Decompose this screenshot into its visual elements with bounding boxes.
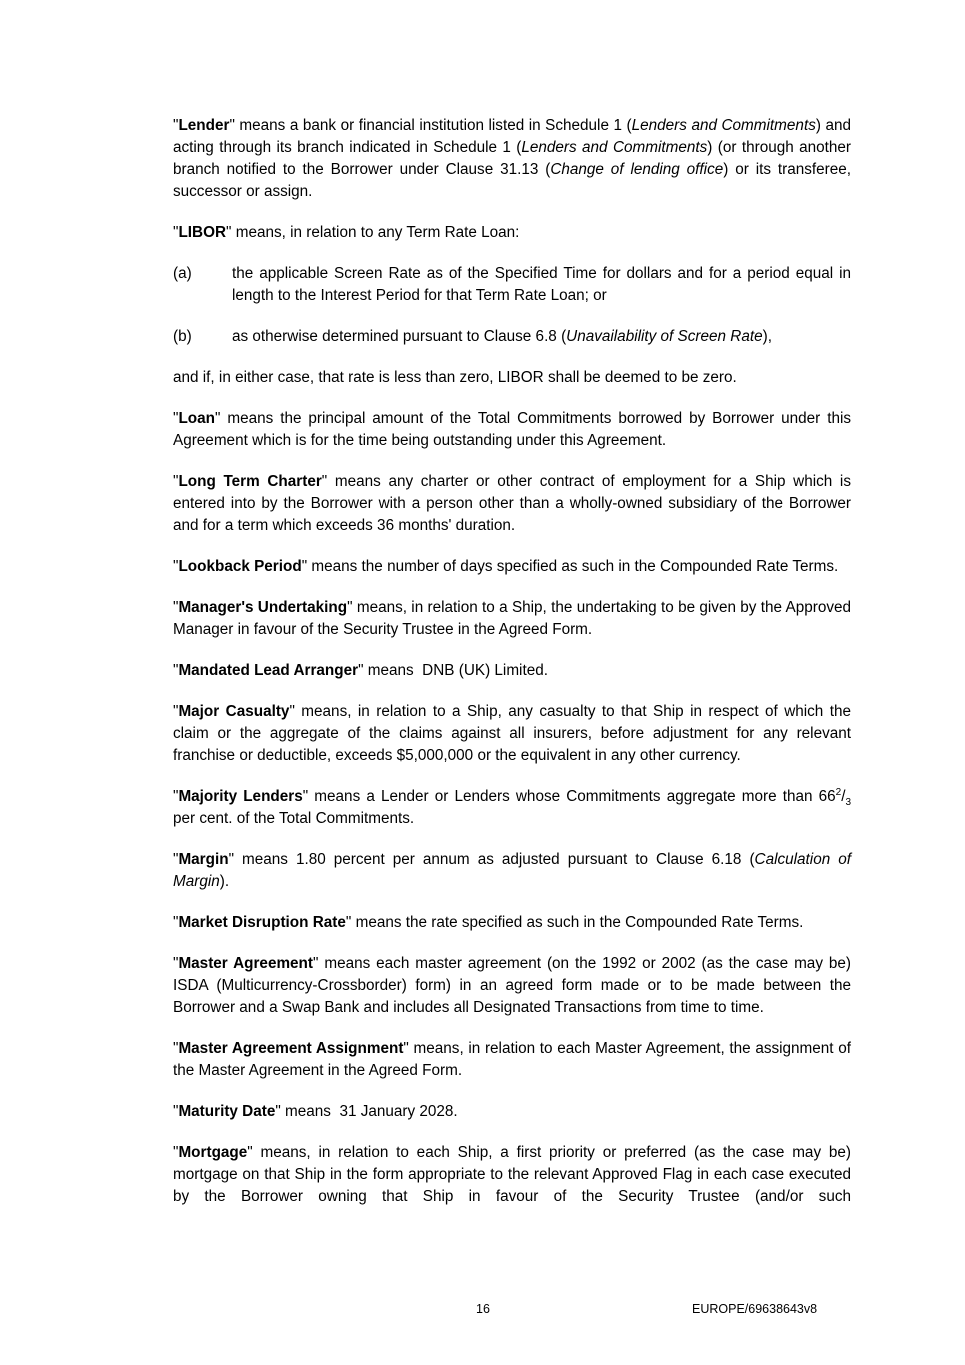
definition-mandated-lead-arranger: "Mandated Lead Arranger" means DNB (UK) Limited. xyxy=(173,662,548,679)
defined-term: Master Agreement xyxy=(178,955,313,972)
definition-master-agreement-assignment: "Master Agreement Assignment" means, in relation to each Master Agreement, the assignment of the Master Agreement in the Agreed Form. xyxy=(173,1040,851,1079)
definition-market-disruption-rate: "Market Disruption Rate" means the rate specified as such in the Compounded Rate Terms. xyxy=(173,914,804,931)
definition-majority-lenders: "Majority Lenders" means a Lender or Lenders whose Commitments aggregate more than $66^2/_3$ per cent. of the Total Commitments. xyxy=(173,786,852,827)
definition-margin: "Margin" means 1.80 percent per annum as adjusted pursuant to Clause 6.18 (Calculation of Margin). xyxy=(173,851,851,890)
defined-term: Lookback Period xyxy=(178,558,302,575)
defined-term: Market Disruption Rate xyxy=(178,914,346,931)
definition-lookback-period: "Lookback Period" means the number of days specified as such in the Compounded Rate Terms. xyxy=(173,558,839,575)
definition-mortgage: "Mortgage" means, in relation to each Ship, a first priority or preferred (as the case may be) mortgage on that Ship in the form appropriate to the relevant Approved Flag in each case executed by the Borrower owning that Ship in favour of the Security Trustee (and/or such xyxy=(173,1144,851,1205)
item-text: the applicable Screen Rate as of the Specified Time for dollars and for a period equal in length to the Interest Period for that Term Rate Loan; or xyxy=(232,265,851,304)
defined-term: Maturity Date xyxy=(178,1103,276,1120)
definition-managers-undertaking: "Manager's Undertaking" means, in relation to a Ship, the undertaking to be given by the Approved Manager in favour of the Security Trustee in the Agreed Form. xyxy=(173,599,851,638)
defined-term: Major Casualty xyxy=(178,703,290,720)
cross-reference: Unavailability of Screen Rate xyxy=(566,328,763,345)
definition-major-casualty: "Major Casualty" means, in relation to a Ship, any casualty to that Ship in respect of which the claim or the aggregate of the claims against all insurers, before adjustment for any relevant franchise or deductible, exceeds $5,000,000 or the equivalent in any other currency. xyxy=(173,703,851,764)
libor-tail: and if, in either case, that rate is less than zero, LIBOR shall be deemed to be zero. xyxy=(173,369,737,386)
definition-maturity-date: "Maturity Date" means 31 January 2028. xyxy=(173,1103,458,1120)
defined-term: Loan xyxy=(178,410,215,427)
page-number: 16 xyxy=(476,1302,490,1316)
definition-loan: "Loan" means the principal amount of the Total Commitments borrowed by Borrower under this Agreement which is for the time being outstanding under this Agreement. xyxy=(173,410,851,449)
cross-reference: Change of lending office xyxy=(550,161,724,178)
definition-long-term-charter: "Long Term Charter" means any charter or other contract of employment for a Ship which is entered into by the Borrower with a person other than a wholly-owned subsidiary of the Borrower and for a term which exceeds 36 months' duration. xyxy=(173,473,851,534)
definition-master-agreement: "Master Agreement" means each master agreement (on the 1992 or 2002 (as the case may be) ISDA (Multicurrency-Crossborder) form) in an agreed form made or to be made between the Borrower and a Swap Bank and includes all Designated Transactions from time to time. xyxy=(173,955,851,1016)
libor-item-b: (b) as otherwise determined pursuant to Clause 6.8 (Unavailability of Screen Rate), xyxy=(173,326,851,348)
defined-term: Long Term Charter xyxy=(178,473,322,490)
document-reference: EUROPE/69638643v8 xyxy=(692,1302,818,1316)
definition-libor: "LIBOR" means, in relation to any Term Rate Loan: xyxy=(173,224,520,241)
defined-term: Margin xyxy=(178,851,229,868)
defined-term: Lender xyxy=(178,117,230,134)
defined-term: Mortgage xyxy=(178,1144,248,1161)
fraction-numerator: 2 xyxy=(835,786,842,798)
item-label: (b) xyxy=(173,328,192,345)
defined-term: Manager's Undertaking xyxy=(178,599,348,616)
item-label: (a) xyxy=(173,265,192,282)
libor-item-a xyxy=(173,263,851,307)
fraction-denominator: 3 xyxy=(845,797,852,809)
defined-term: Master Agreement Assignment xyxy=(178,1040,404,1057)
defined-term: Mandated Lead Arranger xyxy=(178,662,359,679)
document-body xyxy=(173,115,851,1227)
cross-reference: Calculation of Margin xyxy=(173,851,851,890)
definition-lender: "Lender" means a bank or financial institution listed in Schedule 1 (Lenders and Commitments) and acting through its branch indicated in Schedule 1 (Lenders and Commitments) (or through another branch notified to the Borrower under Clause 31.13 (Change of lending office) or its transferee, successor or assign. xyxy=(173,117,851,200)
cross-reference: Lenders and Commitments xyxy=(631,117,816,134)
defined-term: Majority Lenders xyxy=(178,788,303,805)
cross-reference: Lenders and Commitments xyxy=(521,139,708,156)
defined-term: LIBOR xyxy=(178,224,227,241)
